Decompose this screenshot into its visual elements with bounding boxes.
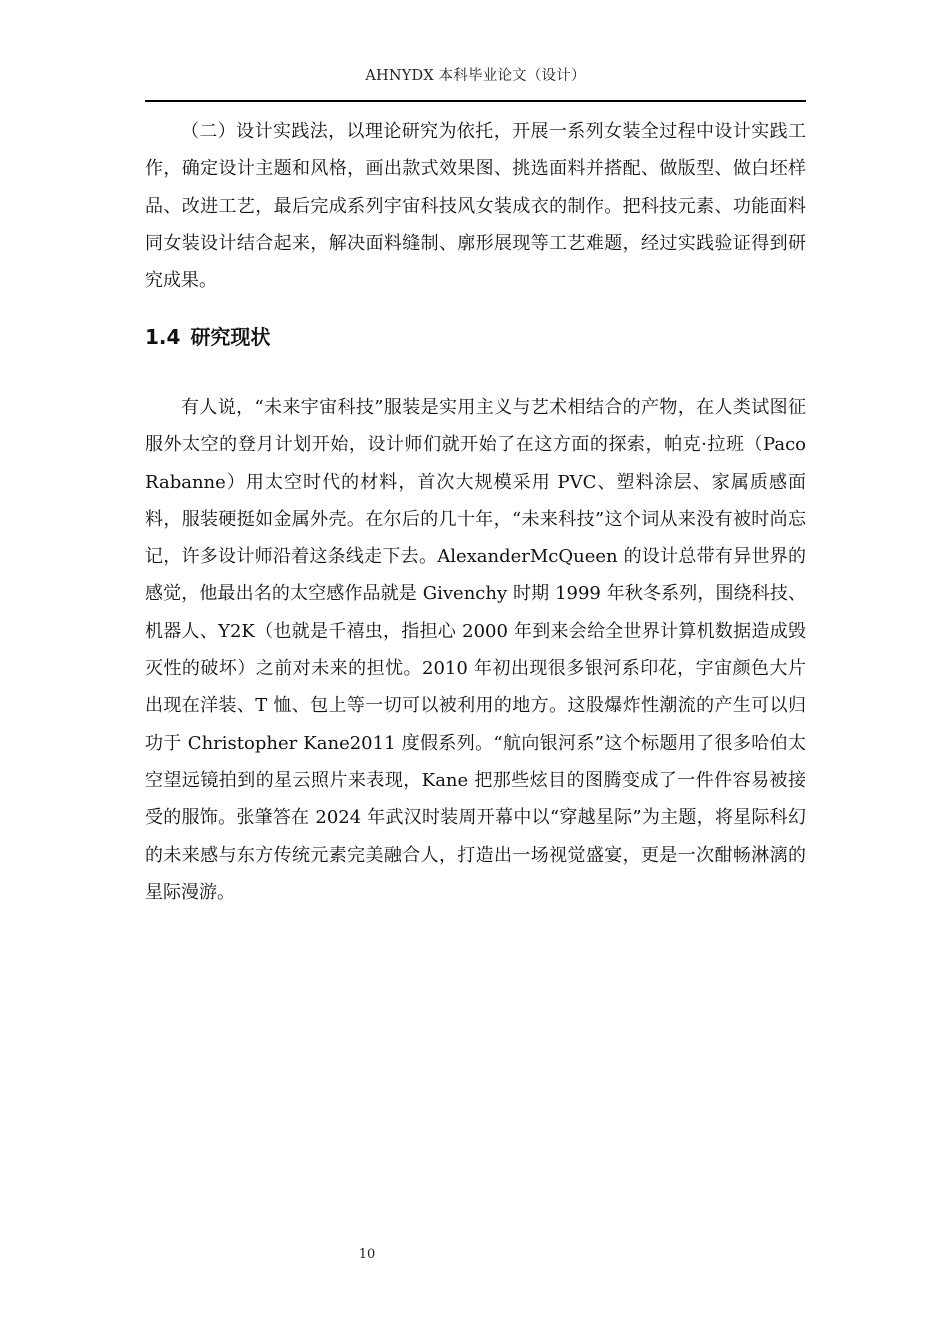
page-number: 10	[358, 1247, 376, 1262]
section-heading	[145, 322, 270, 352]
paragraph-design-practice: （二）设计实践法，以理论研究为依托，开展一系列女装全过程中设计实践工作，确定设计主题和风格，画出款式效果图、挑选面料并搭配、做版型、做白坯样品、改进工艺，最后完成系列宇宙科技风女装成衣的制作。把科技元素、功能面料同女装设计结合起来，解决面料缝制、廓形展现等工艺难题，经过实践验证得到研究成果。	[145, 121, 806, 292]
paragraph-research-status: 有人说，“未来宇宙科技”服装是实用主义与艺术相结合的产物，在人类试图征服外太空的登月计划开始，设计师们就开始了在这方面的探索，帕克·拉班（Paco Rabanne）用太空时代的材料，首次大规模采用 PVC、塑料涂层、家属质感面料，服装硬挺如金属外壳。在尔后的几十年，“未来科技”这个词从来没有被时尚忘记，许多设计师沿着这条线走下去。AlexanderMcQueen 的设计总带有异世界的感觉，他最出名的太空感作品就是 Givenchy 时期 1999 年秋冬系列，围绕科技、机器人、Y2K（也就是千禧虫，指担心 2000 年到来会给全世界计算机数据造成毁灭性的破坏）之前对未来的担忧。2010 年初出现很多银河系印花，宇宙颜色大片出现在洋装、T 恤、包上等一切可以被利用的地方。这股爆炸性潮流的产生可以归功于 Christopher Kane2011 度假系列。“航向银河系”这个标题用了很多哈伯太空望远镜拍到的星云照片来表现，Kane 把那些炫目的图腾变成了一件件容易被接受的服饰。张肇答在 2024 年武汉时装周开幕中以“穿越星际”为主题，将星际科幻的未来感与东方传统元素完美融合人，打造出一场视觉盛宴，更是一次酣畅淋漓的星际漫游。	[145, 397, 806, 903]
section-title: 研究现状	[190, 325, 271, 349]
section-number: 1.4	[145, 325, 181, 349]
running-header: AHNYDX 本科毕业论文（设计）	[365, 68, 586, 84]
header-rule	[145, 100, 806, 102]
